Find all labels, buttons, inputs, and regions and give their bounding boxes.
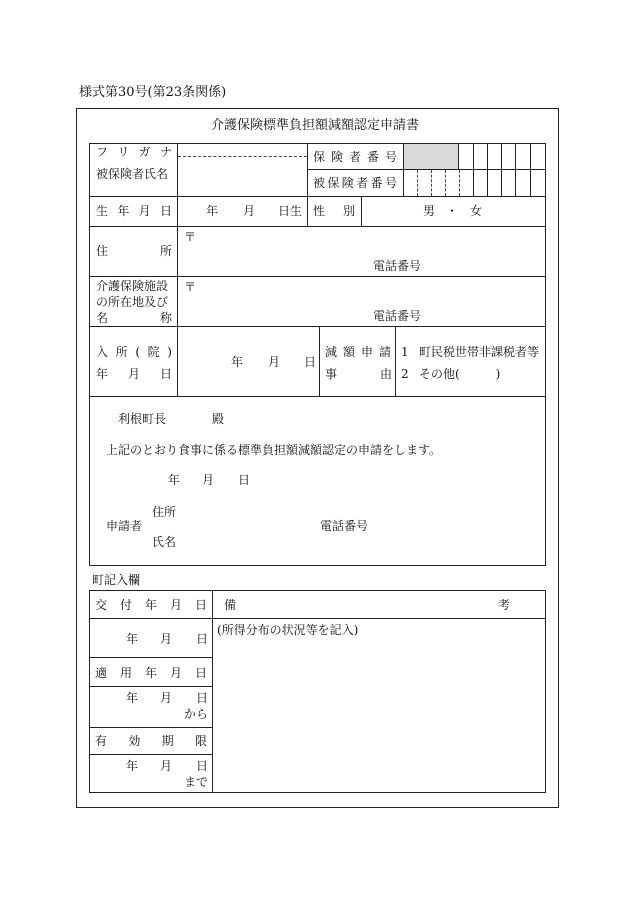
application-date-day: 日 bbox=[238, 473, 251, 487]
addressee: 利根町長 bbox=[118, 412, 167, 426]
insured-number-label: 被 保 険 者 番 号 bbox=[313, 176, 397, 190]
facility-label-line2: の所在地及び bbox=[96, 295, 169, 309]
facility-field[interactable] bbox=[200, 279, 540, 323]
remarks-label-b: 考 bbox=[498, 598, 511, 612]
form-number: 様式第30号(第23条関係) bbox=[79, 85, 227, 100]
insured-name-field[interactable] bbox=[179, 158, 306, 195]
office-section-title: 町記入欄 bbox=[92, 573, 141, 587]
furigana-label: フ リ ガ ナ bbox=[96, 145, 172, 159]
birthdate-month: 月 bbox=[243, 204, 256, 218]
address-label-a: 住 bbox=[96, 244, 109, 258]
gender-label: 性 別 bbox=[313, 204, 355, 218]
birthdate-year: 年 bbox=[206, 204, 219, 218]
application-date-year: 年 bbox=[168, 473, 181, 487]
admission-year: 年 bbox=[231, 355, 244, 369]
validity-suffix: まで bbox=[184, 775, 209, 789]
applicant-label: 申請者 bbox=[106, 519, 143, 533]
gender-male[interactable]: 男 bbox=[423, 204, 436, 218]
birthdate-day: 日生 bbox=[278, 204, 303, 218]
issue-date-label: 交 付 年 月 日 bbox=[95, 598, 207, 612]
applicant-phone-label: 電話番号 bbox=[320, 519, 369, 533]
reason-1-number: 1 bbox=[401, 345, 409, 359]
facility-postal-mark: 〒 bbox=[184, 280, 197, 294]
reason-label-line1: 減 額 申 請 bbox=[325, 345, 391, 359]
issue-date-month: 月 bbox=[160, 632, 173, 646]
facility-label-line1: 介護保険施設 bbox=[96, 279, 169, 293]
admission-label-line2: 年 月 日 bbox=[96, 367, 172, 381]
reason-2-text[interactable]: その他( ) bbox=[419, 367, 501, 381]
issue-date-year: 年 bbox=[126, 632, 139, 646]
form-title: 介護保険標準負担額減額認定申請書 bbox=[210, 118, 419, 133]
reason-label-line2a: 事 bbox=[325, 367, 338, 381]
address-phone-label: 電話番号 bbox=[373, 259, 422, 273]
reason-label-line2b: 由 bbox=[380, 367, 393, 381]
admission-month: 月 bbox=[268, 355, 281, 369]
insurer-number-shaded-cell bbox=[403, 144, 458, 169]
facility-phone-label: 電話番号 bbox=[373, 309, 422, 323]
admission-day: 日 bbox=[304, 355, 317, 369]
address-label-b: 所 bbox=[160, 244, 173, 258]
insured-name-label: 被保険者氏名 bbox=[96, 167, 169, 181]
address-field[interactable] bbox=[200, 229, 540, 273]
issue-date-day: 日 bbox=[196, 632, 209, 646]
admission-label-line1: 入 所 ( 院 ) bbox=[96, 345, 172, 359]
apply-date-day: 日 bbox=[196, 691, 209, 705]
gender-female[interactable]: 女 bbox=[470, 204, 483, 218]
apply-date-suffix: から bbox=[184, 707, 209, 721]
remarks-note: (所得分布の状況等を記入) bbox=[217, 623, 359, 637]
apply-date-year: 年 bbox=[126, 691, 139, 705]
facility-label-line3b: 称 bbox=[160, 311, 173, 325]
application-statement: 上記のとおり食事に係る標準負担額減額認定の申請をします。 bbox=[106, 443, 442, 457]
address-postal-mark: 〒 bbox=[184, 230, 197, 244]
furigana-field[interactable] bbox=[179, 144, 306, 156]
validity-day: 日 bbox=[196, 759, 209, 773]
insurer-number-label: 保 険 者 番 号 bbox=[313, 150, 397, 164]
honorific: 殿 bbox=[212, 412, 225, 426]
apply-date-month: 月 bbox=[160, 691, 173, 705]
validity-year: 年 bbox=[126, 759, 139, 773]
validity-label: 有 効 期 限 bbox=[95, 734, 207, 748]
facility-label-line3a: 名 bbox=[96, 311, 109, 325]
reason-2-number: 2 bbox=[401, 367, 409, 381]
applicant-name-label: 氏名 bbox=[152, 535, 177, 549]
gender-separator: ・ bbox=[446, 204, 459, 218]
reason-1-text[interactable]: 町民税世帯非課税者等 bbox=[419, 345, 540, 359]
apply-date-label: 適 用 年 月 日 bbox=[95, 666, 207, 680]
applicant-address-label: 住所 bbox=[152, 505, 177, 519]
validity-month: 月 bbox=[160, 759, 173, 773]
application-date-month: 月 bbox=[202, 473, 215, 487]
remarks-label-a: 備 bbox=[224, 598, 237, 612]
remarks-field[interactable] bbox=[215, 640, 543, 790]
birthdate-label: 生 年 月 日 bbox=[96, 204, 172, 218]
